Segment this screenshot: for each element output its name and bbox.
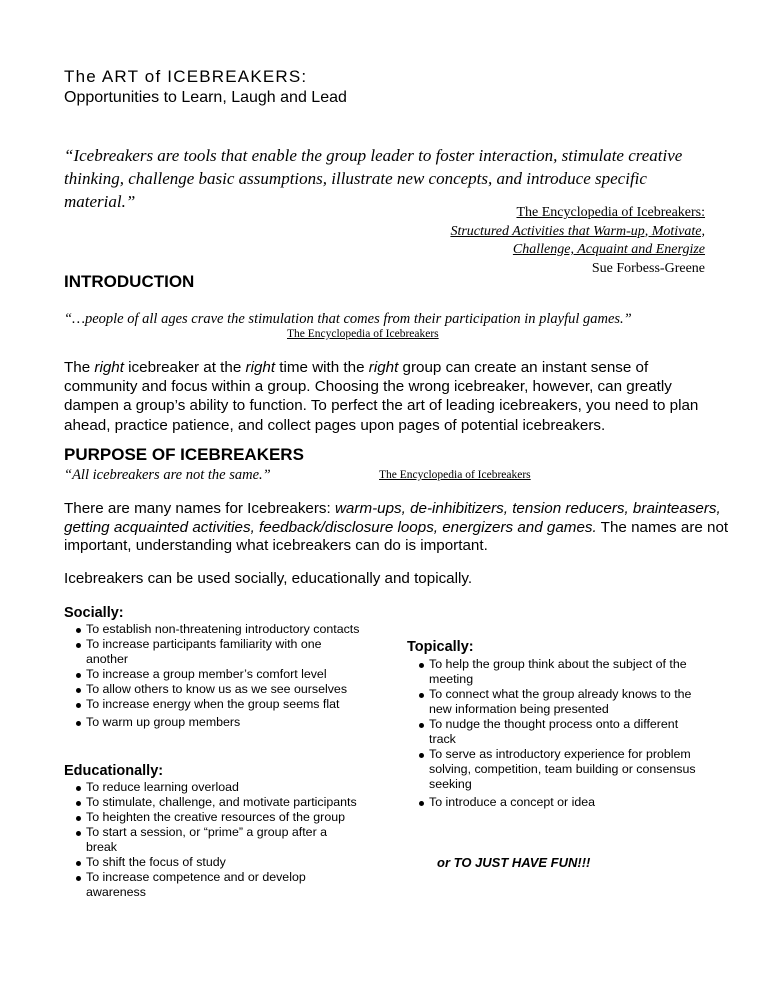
list-item: To increase competence and or develop awareness (64, 870, 336, 900)
purpose-heading: PURPOSE OF ICEBREAKERS (64, 445, 304, 464)
list-item: To connect what the group already knows to the new information being presented (407, 687, 704, 717)
list-item: To increase a group member’s comfort level (64, 667, 364, 682)
introduction-heading: INTRODUCTION (64, 272, 195, 291)
list-item: To help the group think about the subject of the meeting (407, 657, 704, 687)
attribution-subtitle-line1: Structured Activities that Warm-up, Motivate, (450, 223, 705, 239)
emphasis-right: right (368, 359, 399, 376)
socially-list (64, 622, 364, 730)
list-item: To warm up group members (64, 715, 364, 730)
usage-paragraph: Icebreakers can be used socially, educationally and topically. (64, 570, 473, 587)
list-item: To heighten the creative resources of the group (64, 810, 374, 825)
purpose-quote-source: The Encyclopedia of Icebreakers (379, 469, 531, 481)
educationally-heading: Educationally: (64, 763, 164, 779)
introduction-paragraph: The right icebreaker at the right time with the right group can create an instant sense of community and focus within a group. Choosing the wrong icebreaker, however, can greatly dampen a group’s ability to function. To perfect the art of leading icebreakers, you need to plan ahead, practice patience, and collect pages upon pages of potential icebreakers. (64, 359, 699, 434)
list-item: To start a session, or “prime” a group after a break (64, 825, 336, 855)
socially-heading: Socially: (64, 605, 124, 621)
list-item: To increase energy when the group seems flat (64, 697, 364, 712)
attribution-subtitle-line2: Challenge, Acquaint and Energize (512, 242, 705, 257)
list-item: To establish non-threatening introductory contacts (64, 622, 364, 637)
icebreaker-names-paragraph: There are many names for Icebreakers: warm-ups, de-inhibitizers, tension reducers, brainteasers, getting acquainted activities, feedback/disclosure loops, energizers and games. The names are not important, understanding what icebreakers can do is important. (64, 500, 729, 554)
list-item: To reduce learning overload (64, 780, 374, 795)
list-item: To allow others to know us as we see ourselves (64, 682, 364, 697)
closing-fun-line: or TO JUST HAVE FUN!!! (437, 855, 591, 870)
topically-list (407, 657, 717, 810)
purpose-quote: “All icebreakers are not the same.” (64, 467, 271, 483)
emphasis-right: right (245, 359, 276, 376)
icebreaker-names-list: warm-ups, de-inhibitizers, tension reducers, brainteasers, getting acquainted activities, feedback/disclosure loops, energizers and games. (64, 500, 721, 536)
list-item: To nudge the thought process onto a different track (407, 717, 704, 747)
list-item: To stimulate, challenge, and motivate participants (64, 795, 374, 810)
emphasis-right: right (94, 359, 124, 376)
topically-heading: Topically: (407, 639, 474, 655)
opening-quote: “Icebreakers are tools that enable the group leader to foster interaction, stimulate creative thinking, challenge basic assumptions, illustrate new concepts, and introduce specific material.” (64, 146, 683, 211)
educationally-list (64, 780, 374, 900)
page-subtitle: Opportunities to Learn, Laugh and Lead (64, 89, 347, 106)
page-title: The ART of ICEBREAKERS: (64, 67, 308, 86)
attribution-author: Sue Forbess-Greene (591, 260, 705, 276)
list-item: To increase participants familiarity with one another (64, 637, 364, 667)
introduction-quote-source: The Encyclopedia of Icebreakers (287, 328, 439, 340)
list-item: To shift the focus of study (64, 855, 374, 870)
introduction-quote: “…people of all ages crave the stimulation that comes from their participation in playful games.” (64, 311, 632, 327)
list-item: To serve as introductory experience for problem solving, competition, team building or consensus seeking (407, 747, 714, 792)
attribution-book-title: The Encyclopedia of Icebreakers: (516, 205, 705, 220)
opening-quote-attribution (450, 204, 705, 278)
list-item: To introduce a concept or idea (407, 795, 717, 810)
